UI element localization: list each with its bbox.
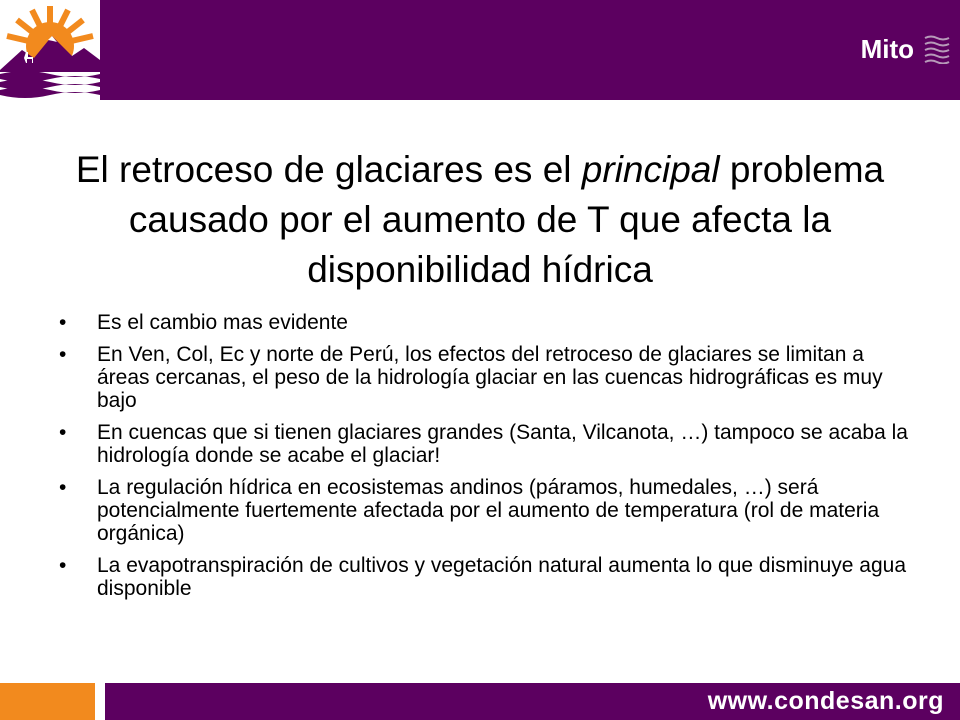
list-item: [55, 421, 915, 467]
list-item-text: La evapotranspiración de cultivos y vegetación natural aumenta lo que disminuye agua disponible: [97, 554, 907, 600]
header-bar: [0, 0, 960, 100]
slide-title: [40, 145, 920, 295]
list-item: [55, 476, 915, 545]
footer-url: www.condesan.org: [707, 687, 944, 715]
list-item: [55, 554, 915, 600]
bullet-icon: •: [59, 476, 67, 499]
bullet-icon: •: [59, 421, 67, 444]
footer-accent-block: [0, 683, 95, 720]
list-item-text: En cuencas que si tienen glaciares grandes (Santa, Vilcanota, …) tampoco se acaba la hidrología donde se acabe el glaciar!: [97, 421, 908, 467]
list-item-text: La regulación hídrica en ecosistemas andinos (páramos, humedales, …) será potencialmente fuertemente afectada por el aumento de temperatura (rol de materia orgánica): [97, 476, 880, 545]
title-emphasis: principal: [581, 149, 720, 190]
list-item: [55, 311, 915, 334]
wave-lines-icon: [924, 34, 950, 64]
footer-bar: [105, 683, 960, 720]
bullet-icon: •: [59, 554, 67, 577]
list-item-text: Es el cambio mas evidente: [97, 311, 348, 334]
condesan-logo-icon: [0, 0, 100, 100]
title-part-2: problema causado por el aumento de T que afecta la disponibilidad hídrica: [128, 149, 885, 290]
bullet-icon: •: [59, 311, 67, 334]
bullet-list: [55, 311, 915, 609]
section-label: Mito: [860, 34, 914, 64]
list-item: [55, 343, 915, 412]
bullet-icon: •: [59, 343, 67, 366]
list-item-text: En Ven, Col, Ec y norte de Perú, los efectos del retroceso de glaciares se limitan a áreas cercanas, el peso de la hidrología glaciar en las cuencas hidrográficas es muy bajo: [97, 343, 883, 412]
title-part-1: El retroceso de glaciares es el: [75, 149, 582, 190]
